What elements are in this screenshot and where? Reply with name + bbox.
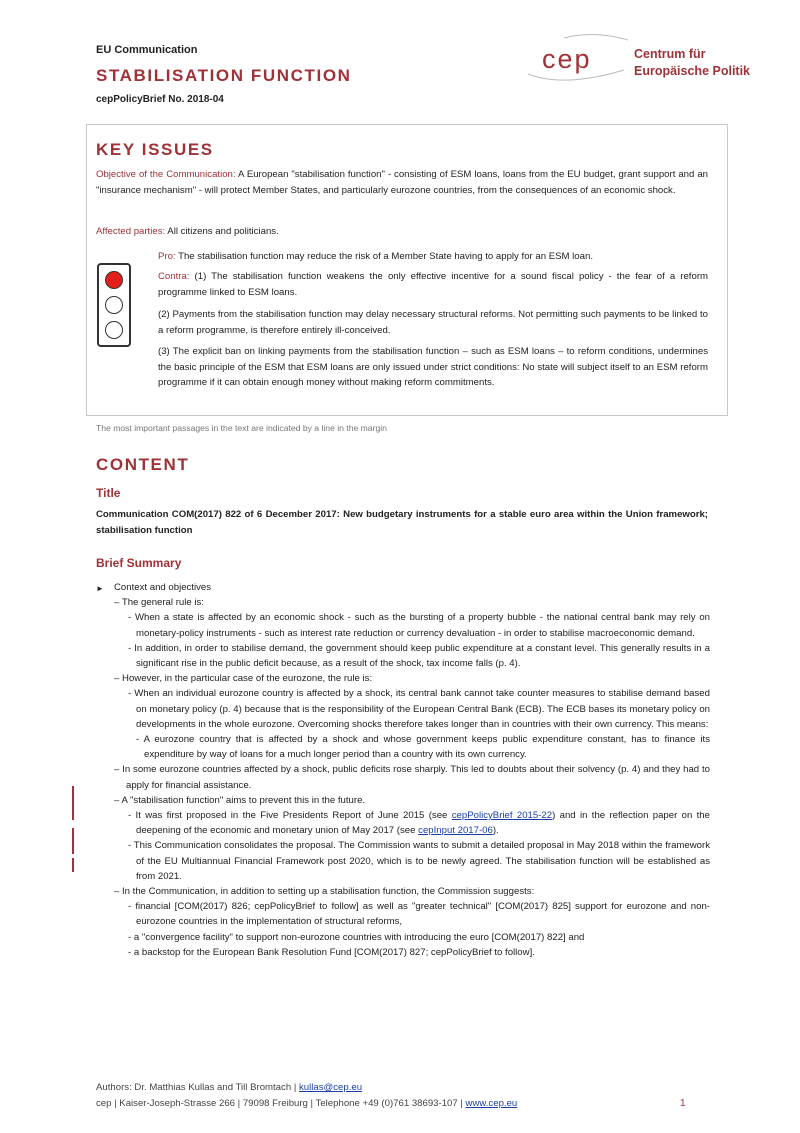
contra-label: Contra:	[158, 271, 190, 282]
content-heading: CONTENT	[96, 455, 190, 474]
pro-label: Pro:	[158, 251, 176, 262]
title-heading: Title	[96, 486, 121, 500]
red-light-icon	[105, 271, 123, 289]
key-issues-heading: KEY ISSUES	[96, 140, 214, 159]
list-item: – A "stabilisation function" aims to prevent this in the future.	[114, 794, 366, 806]
logo-line-2: Europäische Politik	[634, 64, 751, 78]
list-item: - This Communication consolidates the proposal. The Commission wants to submit a detailed proposal in May 2018 within the framework of the EU Multiannual Financial Framework post 2020, which is to be newly agreed. The stabilisation function will be established as from 2021.	[128, 840, 710, 882]
objective-label: Objective of the Communication:	[96, 169, 236, 180]
affected-label: Affected parties:	[96, 226, 166, 237]
logo-mark: cep	[542, 44, 592, 74]
pro-paragraph	[158, 249, 708, 265]
title-text: Communication COM(2017) 822 of 6 December 2017: New budgetary instruments for a stable euro area within the Union framework; stabilisation function	[96, 509, 708, 536]
contra-paragraph	[158, 269, 708, 300]
website-link[interactable]: www.cep.eu	[465, 1098, 518, 1109]
list-item: - When an individual eurozone country is affected by a shock, its central bank cannot take counter measures to stabilise demand based on monetary policy (p. 4) because that is the responsibility of the European Central Bank (ECB). The ECB bases its monetary policy on developments in the whole eurozone. Overcoming shocks therefore takes longer than in countries with their own currency. This means:	[128, 688, 710, 730]
logo-line-1: Centrum für	[634, 47, 706, 61]
objective-text: A European "stabilisation function" - consisting of ESM loans, loans from the EU budget, grant support and an "insurance mechanism" - will protect Member States, and particularly eurozone countries, from the consequences of an economic shock.	[96, 169, 708, 196]
document-category: EU Communication	[96, 44, 198, 56]
margin-line-3	[72, 858, 74, 872]
list-item: - A eurozone country that is affected by a shock and whose government keeps public expenditure constant, has to finance its expenditure by way of loans for a much longer period than a country with its own currency.	[136, 734, 710, 761]
list-item: - It was first proposed in the Five Presidents Report of June 2015 (see cepPolicyBrief 2015-22) and in the reflection paper on the deepening of the economic and monetary union of May 2017 (see cepInput 2017-06).	[128, 810, 710, 837]
objective-paragraph	[96, 167, 708, 198]
list-item: – However, in the particular case of the eurozone, the rule is:	[114, 673, 373, 685]
footer-authors: Authors: Dr. Matthias Kullas and Till Bromtach | kullas@cep.eu	[96, 1082, 363, 1093]
traffic-light-icon	[97, 263, 131, 347]
logo-name	[634, 46, 750, 80]
margin-line-2	[72, 828, 74, 854]
summary-heading: Brief Summary	[96, 556, 182, 570]
list-item: - When a state is affected by an economic shock - such as the bursting of a property bubble - the national central bank may rely on monetary-policy instruments - such as interest rate reduction or currency devaluation - in order to stabilise macroeconomic demand.	[128, 612, 710, 639]
list-item: – In the Communication, in addition to setting up a stabilisation function, the Commission suggests:	[114, 886, 535, 898]
cepinput-link[interactable]: cepInput 2017-06	[418, 825, 493, 837]
amber-light-icon	[105, 296, 123, 314]
affected-paragraph	[96, 224, 708, 240]
list-item: – The general rule is:	[114, 597, 204, 609]
document-title: STABILISATION FUNCTION	[96, 66, 352, 85]
email-link[interactable]: kullas@cep.eu	[298, 1082, 363, 1093]
list-item: - financial [COM(2017) 826; cepPolicyBrief to follow] as well as "greater technical" [COM(2017) 825] support for eurozone and non-eurozone countries in the implementation of structural reforms,	[128, 901, 710, 928]
contra-text-3: (3) The explicit ban on linking payments from the stabilisation function – such as ESM loans – to reform conditions, undermines the basic principle of the ESM that ESM loans are only issued under strict conditions: No state will subject itself to an ESM reform programme if it can obtain enough money without making reform commitments.	[158, 346, 708, 389]
contra-text-2: (2) Payments from the stabilisation function may delay necessary structural reforms. Not permitting such payments to be linked to a reform programme, is therefore entirely ill-conceived.	[158, 309, 708, 336]
list-item: - a backstop for the European Bank Resolution Fund [COM(2017) 827; cepPolicyBrief to follow].	[128, 946, 535, 958]
pro-text: The stabilisation function may reduce the risk of a Member State having to apply for an ESM loan.	[175, 251, 593, 262]
contra-text-1: (1) The stabilisation function weakens the only effective incentive for a sound fiscal policy - the fear of a reform programme linked to ESM loans.	[158, 271, 708, 298]
margin-line-1	[72, 786, 74, 820]
affected-text: All citizens and politicians.	[165, 226, 279, 237]
footer-address: cep | Kaiser-Joseph-Strasse 266 | 79098 Freiburg | Telephone +49 (0)761 38693-107 | www.cep.eu	[96, 1098, 518, 1109]
list-item: - In addition, in order to stabilise demand, the government should keep public expenditure at a constant level. This generally results in a significant rise in the public deficit because, as a result of the shock, tax income falls (p. 4).	[128, 642, 710, 670]
page-number: 1	[680, 1098, 686, 1109]
summary-list	[96, 580, 710, 960]
list-item: – In some eurozone countries affected by a shock, public deficits rose sharply. This led to doubts about their solvency (p. 4) and they had to apply for financial assistance.	[114, 764, 710, 791]
margin-note: The most important passages in the text are indicated by a line in the margin	[96, 423, 387, 433]
list-item: - a "convergence facility" to support non-eurozone countries with introducing the euro [COM(2017) 822] and	[128, 931, 585, 943]
list-item: ► Context and objectives	[96, 580, 710, 595]
green-light-icon	[105, 321, 123, 339]
bullet-icon: ►	[96, 584, 104, 593]
policybrief-link[interactable]: cepPolicyBrief 2015-22	[451, 810, 553, 822]
brief-number: cepPolicyBrief No. 2018-04	[96, 94, 224, 105]
